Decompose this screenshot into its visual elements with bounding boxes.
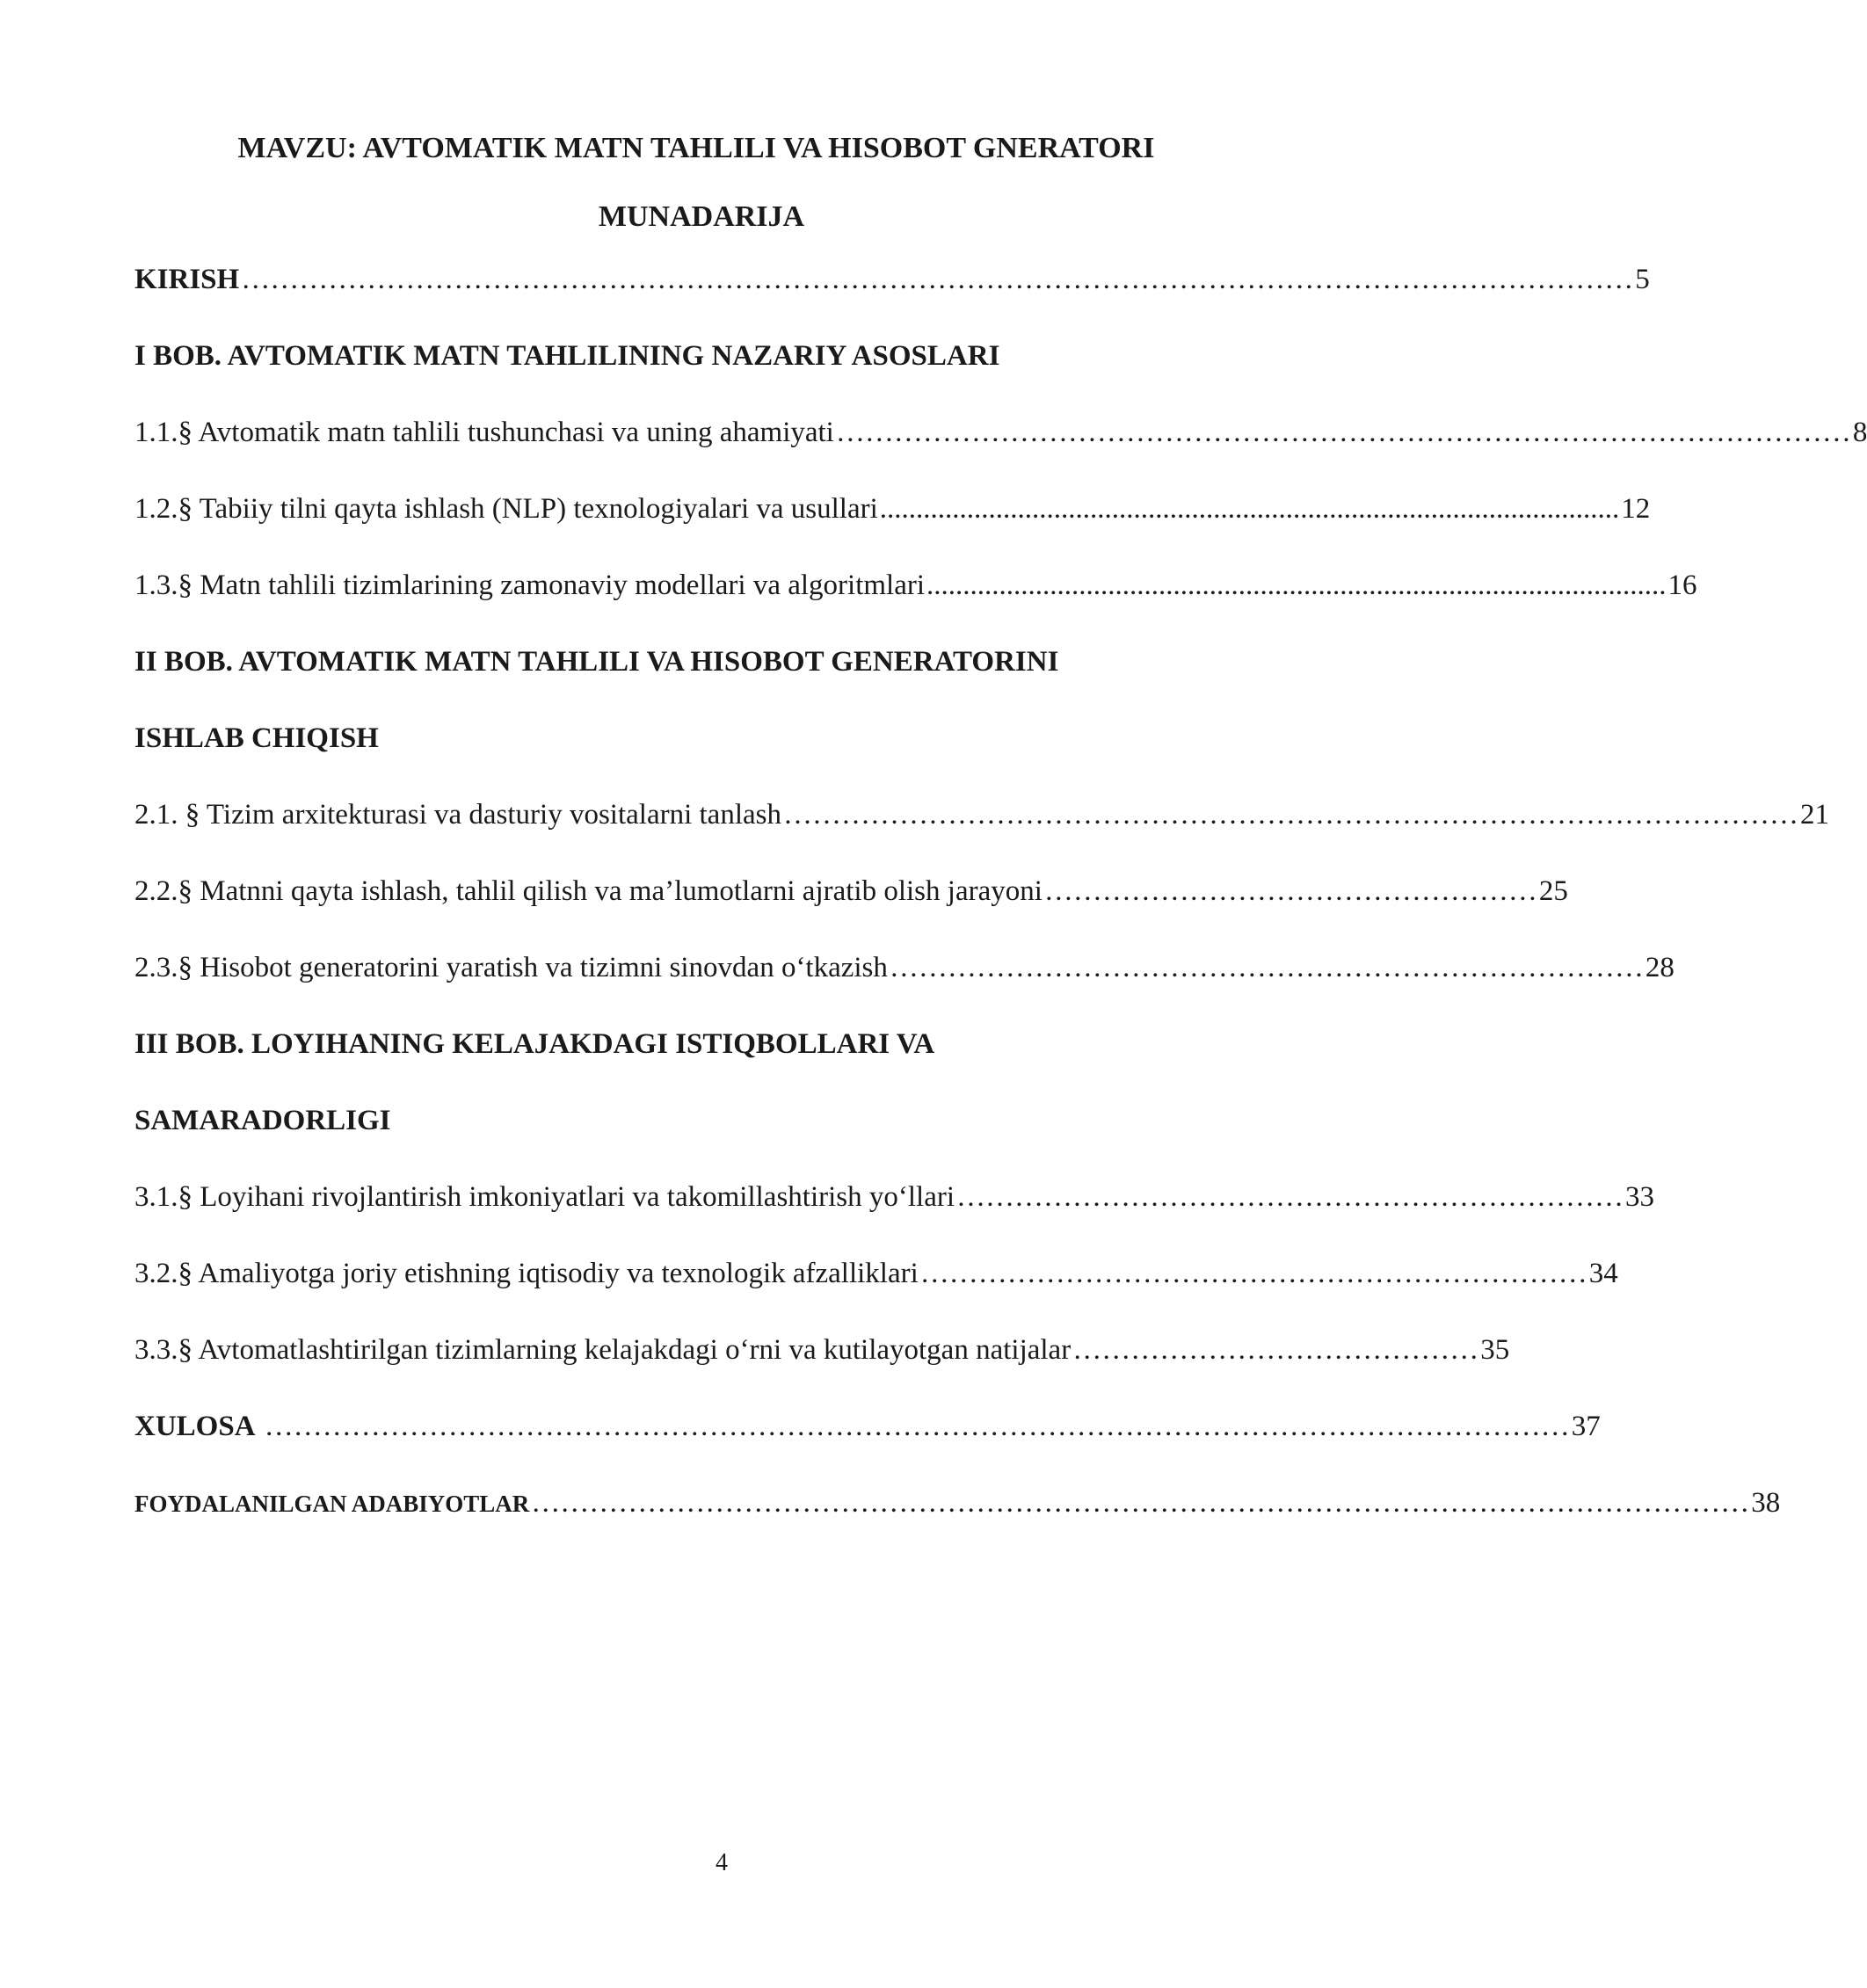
toc-entry-label: 1.3.§ Matn tahlili tizimlarining zamonaviy modellari va algoritmlari bbox=[134, 570, 926, 601]
toc-leader-dots: …………………………………………………………………………………………… bbox=[835, 417, 1851, 448]
toc-chapter-2-line-2[interactable] bbox=[134, 721, 1308, 756]
toc-chapter-3-line-2[interactable] bbox=[134, 1103, 1308, 1138]
toc-leader-dots: ……………………………………………………………………………………………………………………… bbox=[257, 1411, 1570, 1442]
toc-page-number: 25 bbox=[1538, 875, 1568, 907]
toc-chapter-label: II BOB. AVTOMATIK MATN TAHLILI VA HISOBOT GENERATORINI bbox=[134, 646, 1059, 678]
toc-chapter-label: ISHLAB CHIQISH bbox=[134, 722, 379, 754]
toc-page-number: 34 bbox=[1588, 1258, 1618, 1289]
toc-entry-label: 3.3.§ Avtomatlashtirilgan tizimlarning kelajakdagi o‘rni va kutilayotgan natijalar bbox=[134, 1334, 1072, 1366]
toc-entry-1-3[interactable] bbox=[134, 568, 1697, 603]
toc-leader-dots: ……………………………………………………………………………………………………………………………… bbox=[241, 264, 1634, 295]
toc-leader-dots: …………………………………………………………………………………………… bbox=[782, 799, 1798, 831]
toc-page-number: 28 bbox=[1645, 952, 1674, 983]
toc-chapter-label: I BOB. AVTOMATIK MATN TAHLILINING NAZARIY ASOSLARI bbox=[134, 340, 1000, 372]
toc-entry-label: FOYDALANILGAN ADABIYOTLAR bbox=[134, 1491, 530, 1517]
toc-chapter-3-line-1[interactable] bbox=[134, 1027, 1308, 1062]
toc-leader-dots: …………………………………………………………………… bbox=[889, 952, 1644, 983]
toc-page-number: 5 bbox=[1635, 264, 1650, 295]
toc-chapter-label: SAMARADORLIGI bbox=[134, 1105, 391, 1136]
toc-leader-dots: …………………………………… bbox=[1072, 1334, 1479, 1366]
toc-page-number: 16 bbox=[1667, 570, 1697, 601]
toc-page-number: 35 bbox=[1480, 1334, 1510, 1366]
toc-entry-xulosa[interactable] bbox=[134, 1409, 1601, 1444]
toc-entry-adabiyotlar[interactable] bbox=[134, 1485, 1781, 1521]
toc-leader-dots: …………………………………………………………… bbox=[919, 1258, 1587, 1289]
toc-leader-dots: ...................................................................................................... bbox=[926, 570, 1667, 601]
page-number: 4 bbox=[716, 1849, 728, 1876]
toc-entry-label: 2.3.§ Hisobot generatorini yaratish va tizimni sinovdan o‘tkazish bbox=[134, 952, 888, 983]
toc-page-number: 38 bbox=[1751, 1487, 1781, 1519]
toc-entry-label: KIRISH bbox=[134, 264, 240, 295]
toc-page-number: 37 bbox=[1571, 1411, 1601, 1442]
toc-page-number: 12 bbox=[1621, 493, 1651, 525]
toc-chapter-label: III BOB. LOYIHANING KELAJAKDAGI ISTIQBOLLARI VA bbox=[134, 1028, 935, 1060]
toc-entry-kirish[interactable] bbox=[134, 262, 1650, 297]
toc-leader-dots: …………………………………………………………… bbox=[956, 1181, 1624, 1213]
toc-entry-label: 1.1.§ Avtomatik matn tahlili tushunchasi va uning ahamiyati bbox=[134, 417, 834, 448]
toc-chapter-2-line-1[interactable] bbox=[134, 644, 1308, 679]
toc-leader-dots: ...................................................................................................... bbox=[879, 493, 1620, 525]
toc-entry-3-2[interactable] bbox=[134, 1256, 1618, 1291]
toc-entry-2-2[interactable] bbox=[134, 874, 1568, 909]
toc-entry-label: 1.2.§ Tabiiy tilni qayta ishlash (NLP) texnologiyalari va usullari bbox=[134, 493, 878, 525]
toc-entry-label: 3.2.§ Amaliyotga joriy etishning iqtisodiy va texnologik afzalliklari bbox=[134, 1258, 919, 1289]
toc-leader-dots: …………………………………………… bbox=[1043, 875, 1537, 907]
toc-entry-3-3[interactable] bbox=[134, 1332, 1510, 1368]
toc-entry-label: 2.1. § Tizim arxitekturasi va dasturiy vositalarni tanlash bbox=[134, 799, 781, 831]
toc-leader-dots: ……………………………………………………………………………………………………………… bbox=[531, 1487, 1750, 1519]
document-title: MAVZU: AVTOMATIK MATN TAHLILI VA HISOBOT GNERATORI bbox=[237, 132, 1155, 164]
toc-page-number: 33 bbox=[1625, 1181, 1655, 1213]
toc-entry-1-1[interactable] bbox=[134, 415, 1867, 450]
toc-entry-1-2[interactable] bbox=[134, 491, 1651, 526]
toc-entry-2-3[interactable] bbox=[134, 950, 1674, 985]
toc-entry-3-1[interactable] bbox=[134, 1179, 1655, 1215]
toc-chapter-1[interactable] bbox=[134, 338, 1308, 374]
toc-entry-2-1[interactable] bbox=[134, 797, 1829, 832]
toc-heading: MUNADARIJA bbox=[598, 200, 805, 233]
toc-entry-label: 2.2.§ Matnni qayta ishlash, tahlil qilish va ma’lumotlarni ajratib olish jarayoni bbox=[134, 875, 1042, 907]
toc-page-number: 8 bbox=[1852, 417, 1867, 448]
toc-page-number: 21 bbox=[1799, 799, 1829, 831]
toc-entry-label: XULOSA bbox=[134, 1411, 256, 1442]
toc-entry-label: 3.1.§ Loyihani rivojlantirish imkoniyatlari va takomillashtirish yo‘llari bbox=[134, 1181, 955, 1213]
